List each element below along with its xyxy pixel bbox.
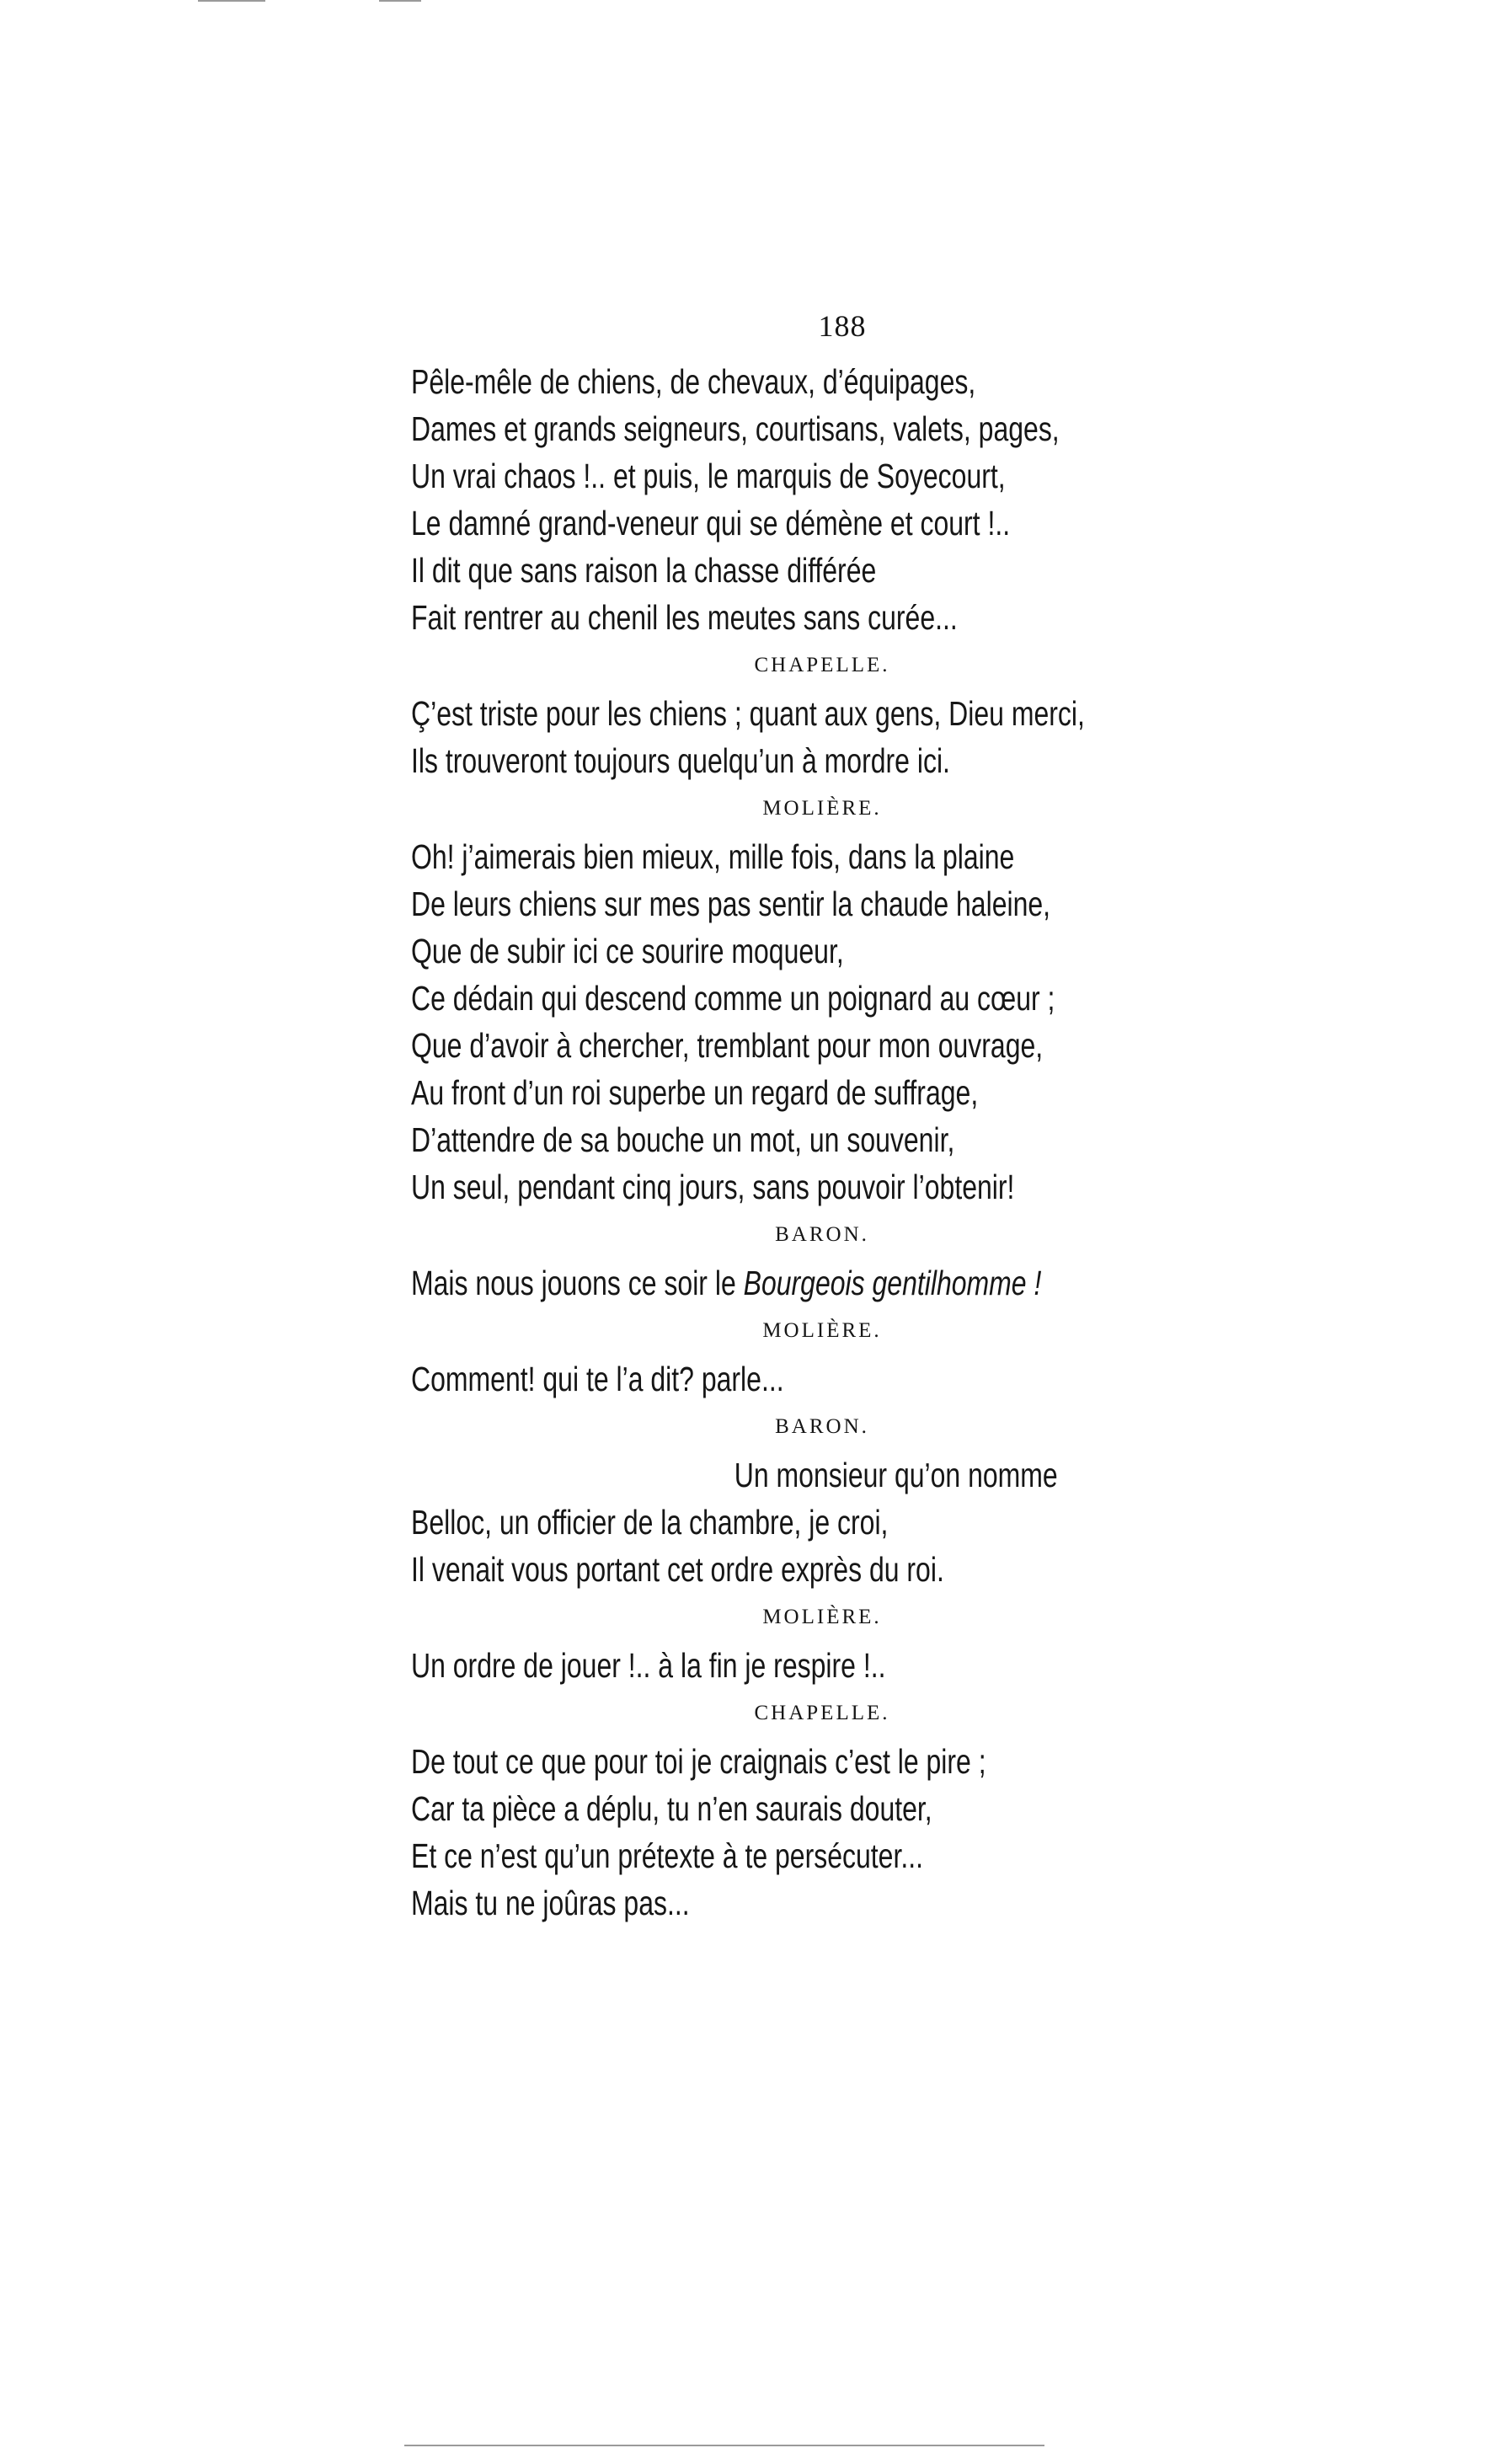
- verse-line: Un ordre de jouer !.. à la fin je respire !..: [411, 1646, 886, 1685]
- speaker-name: BARON.: [775, 1415, 869, 1438]
- verse-line: Fait rentrer au chenil les meutes sans curée...: [411, 598, 958, 637]
- verse-line: Ils trouveront toujours quelqu’un à mordre ici.: [411, 741, 950, 780]
- scan-edge-mark: [404, 2445, 1044, 2446]
- speaker-name: BARON.: [775, 1223, 869, 1246]
- verse-line: Il dit que sans raison la chasse différée: [411, 551, 877, 590]
- verse-line: Oh! j’aimerais bien mieux, mille fois, dans la plaine: [411, 837, 1015, 876]
- scan-edge-mark: [198, 0, 265, 2]
- page-number: 188: [818, 309, 867, 343]
- verse-line: Pêle-mêle de chiens, de chevaux, d’équipages,: [411, 362, 976, 401]
- verse-line: Un vrai chaos !.. et puis, le marquis de Soyecourt,: [411, 457, 1006, 495]
- verse-text: [411, 358, 1295, 1927]
- verse-line: Belloc, un officier de la chambre, je croi,: [411, 1503, 889, 1542]
- play-title: Bourgeois gentilhomme !: [743, 1264, 1042, 1302]
- verse-line: Que de subir ici ce sourire moqueur,: [411, 932, 844, 970]
- verse-line: De tout ce que pour toi je craignais c’est le pire ;: [411, 1742, 986, 1781]
- verse-line: D’attendre de sa bouche un mot, un souvenir,: [411, 1120, 955, 1159]
- verse-line: Un seul, pendant cinq jours, sans pouvoir l’obtenir!: [411, 1168, 1015, 1206]
- verse-line: Mais tu ne joûras pas...: [411, 1884, 690, 1922]
- verse-line: Le damné grand-veneur qui se démène et court !..: [411, 504, 1011, 543]
- verse-line: Ce dédain qui descend comme un poignard au cœur ;: [411, 979, 1055, 1018]
- scan-edge-mark: [379, 0, 421, 2]
- speaker-name: CHAPELLE.: [754, 654, 890, 676]
- speaker-name: MOLIÈRE.: [762, 1606, 882, 1628]
- speaker-name: CHAPELLE.: [754, 1702, 890, 1724]
- verse-line: Il venait vous portant cet ordre exprès du roi.: [411, 1550, 944, 1589]
- verse-line: Au front d’un roi superbe un regard de suffrage,: [411, 1073, 979, 1112]
- speaker-name: MOLIÈRE.: [762, 1319, 882, 1342]
- verse-line-continued: Un monsieur qu’on nomme: [734, 1456, 1058, 1494]
- verse-text-plain: Mais nous jouons ce soir le: [411, 1264, 744, 1302]
- verse-line: Car ta pièce a déplu, tu n’en saurais douter,: [411, 1789, 932, 1828]
- verse-line: Comment! qui te l’a dit? parle...: [411, 1360, 784, 1398]
- verse-line: Ç’est triste pour les chiens ; quant aux gens, Dieu merci,: [411, 694, 1085, 733]
- verse-line: De leurs chiens sur mes pas sentir la chaude haleine,: [411, 885, 1051, 923]
- speaker-name: MOLIÈRE.: [762, 797, 882, 820]
- verse-line: Dames et grands seigneurs, courtisans, valets, pages,: [411, 409, 1060, 448]
- verse-line: Et ce n’est qu’un prétexte à te persécuter...: [411, 1836, 923, 1875]
- verse-line: Que d’avoir à chercher, tremblant pour mon ouvrage,: [411, 1026, 1044, 1065]
- verse-line: [411, 1259, 1101, 1307]
